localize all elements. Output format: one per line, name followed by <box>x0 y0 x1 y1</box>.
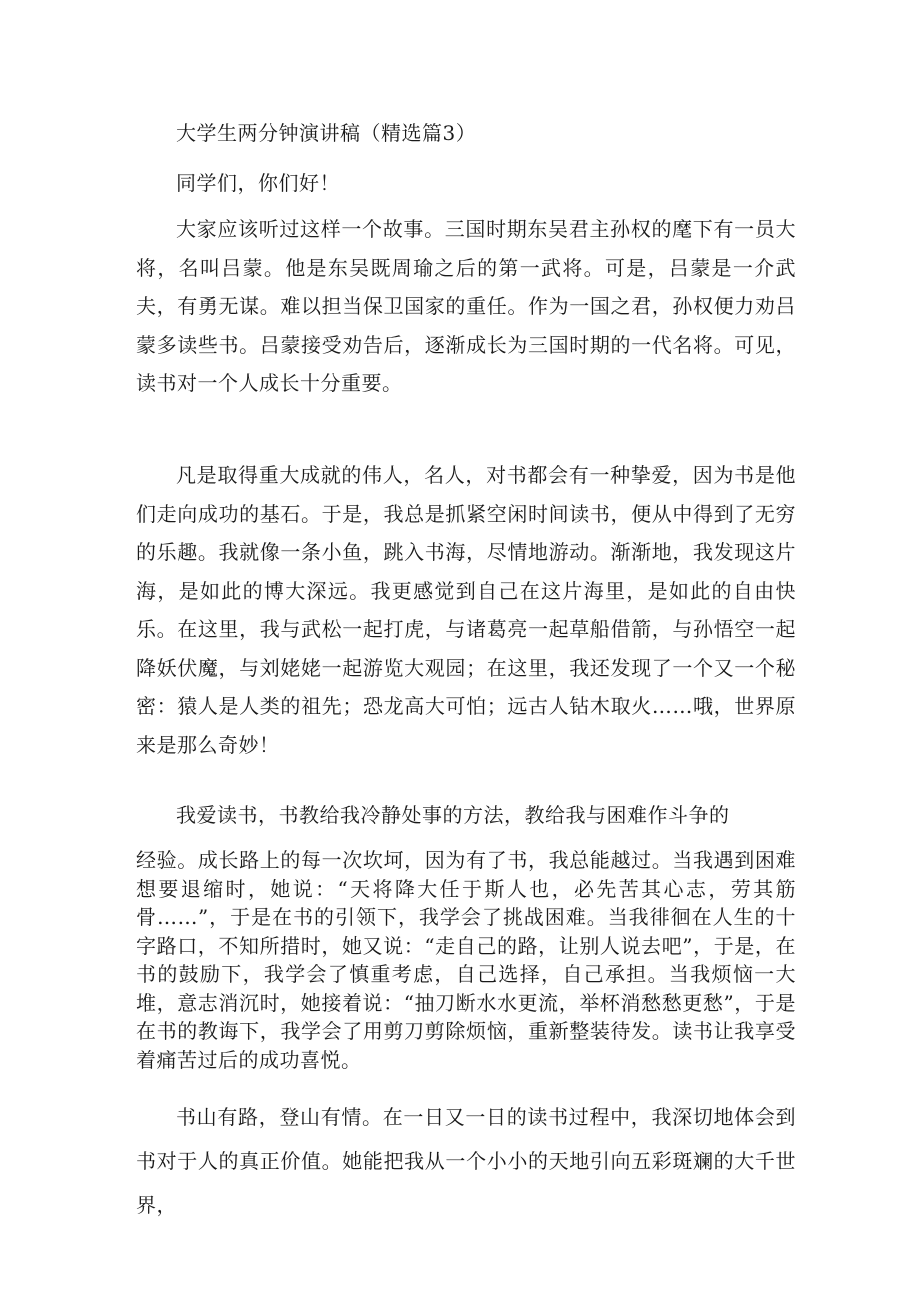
paragraph: 大家应该听过这样一个故事。三国时期东吴君主孙权的麾下有一员大将，名叫吕蒙。他是东吴既周瑜之后的第一武将。可是，吕蒙是一介武夫，有勇无谋。难以担当保卫国家的重任。作为一国之君，孙权便力劝吕蒙多读些书。吕蒙接受劝告后，逐渐成长为三国时期的一代名将。可见，读书对一个人成长十分重要。 <box>136 217 796 395</box>
greeting: 同学们，你们好！ <box>176 171 340 195</box>
document-title: 大学生两分钟演讲稿（精选篇3） <box>176 121 477 145</box>
paragraph-continuation: 经验。成长路上的每一次坎坷，因为有了书，我总能越过。当我遇到困难想要退缩时，她说：“天将降大任于斯人也，必先苦其心志，劳其筋骨……”，于是在书的引领下，我学会了挑战困难。当我徘徊在人生的十字路口，不知所措时，她又说：“走自己的路，让别人说去吧”，于是，在书的鼓励下，我学会了慎重考虑，自己选择，自己承担。当我烦恼一大堆，意志消沉时，她接着说：“抽刀断水水更流，举杯消愁愁更愁”，于是在书的教诲下，我学会了用剪刀剪除烦恼，重新整装待发。读书让我享受着痛苦过后的成功喜悦。 <box>136 848 796 1072</box>
paragraph: 凡是取得重大成就的伟人，名人，对书都会有一种挚爱，因为书是他们走向成功的基石。于是，我总是抓紧空闲时间读书，便从中得到了无穷的乐趣。我就像一条小鱼，跳入书海，尽情地游动。渐渐地，我发现这片海，是如此的博大深远。我更感觉到自己在这片海里，是如此的自由快乐。在这里，我与武松一起打虎，与诸葛亮一起草船借箭，与孙悟空一起降妖伏魔，与刘姥姥一起游览大观园；在这里，我还发现了一个又一个秘密：猿人是人类的祖先；恐龙高大可怕；远古人钻木取火……哦，世界原来是那么奇妙！ <box>136 463 796 757</box>
paragraph: 书山有路，登山有情。在一日又一日的读书过程中，我深切地体会到书对于人的真正价值。她能把我从一个小小的天地引向五彩斑斓的大千世界， <box>136 1105 796 1217</box>
paragraph: 我爱读书，书教给我冷静处事的方法，教给我与困难作斗争的 <box>176 803 730 827</box>
